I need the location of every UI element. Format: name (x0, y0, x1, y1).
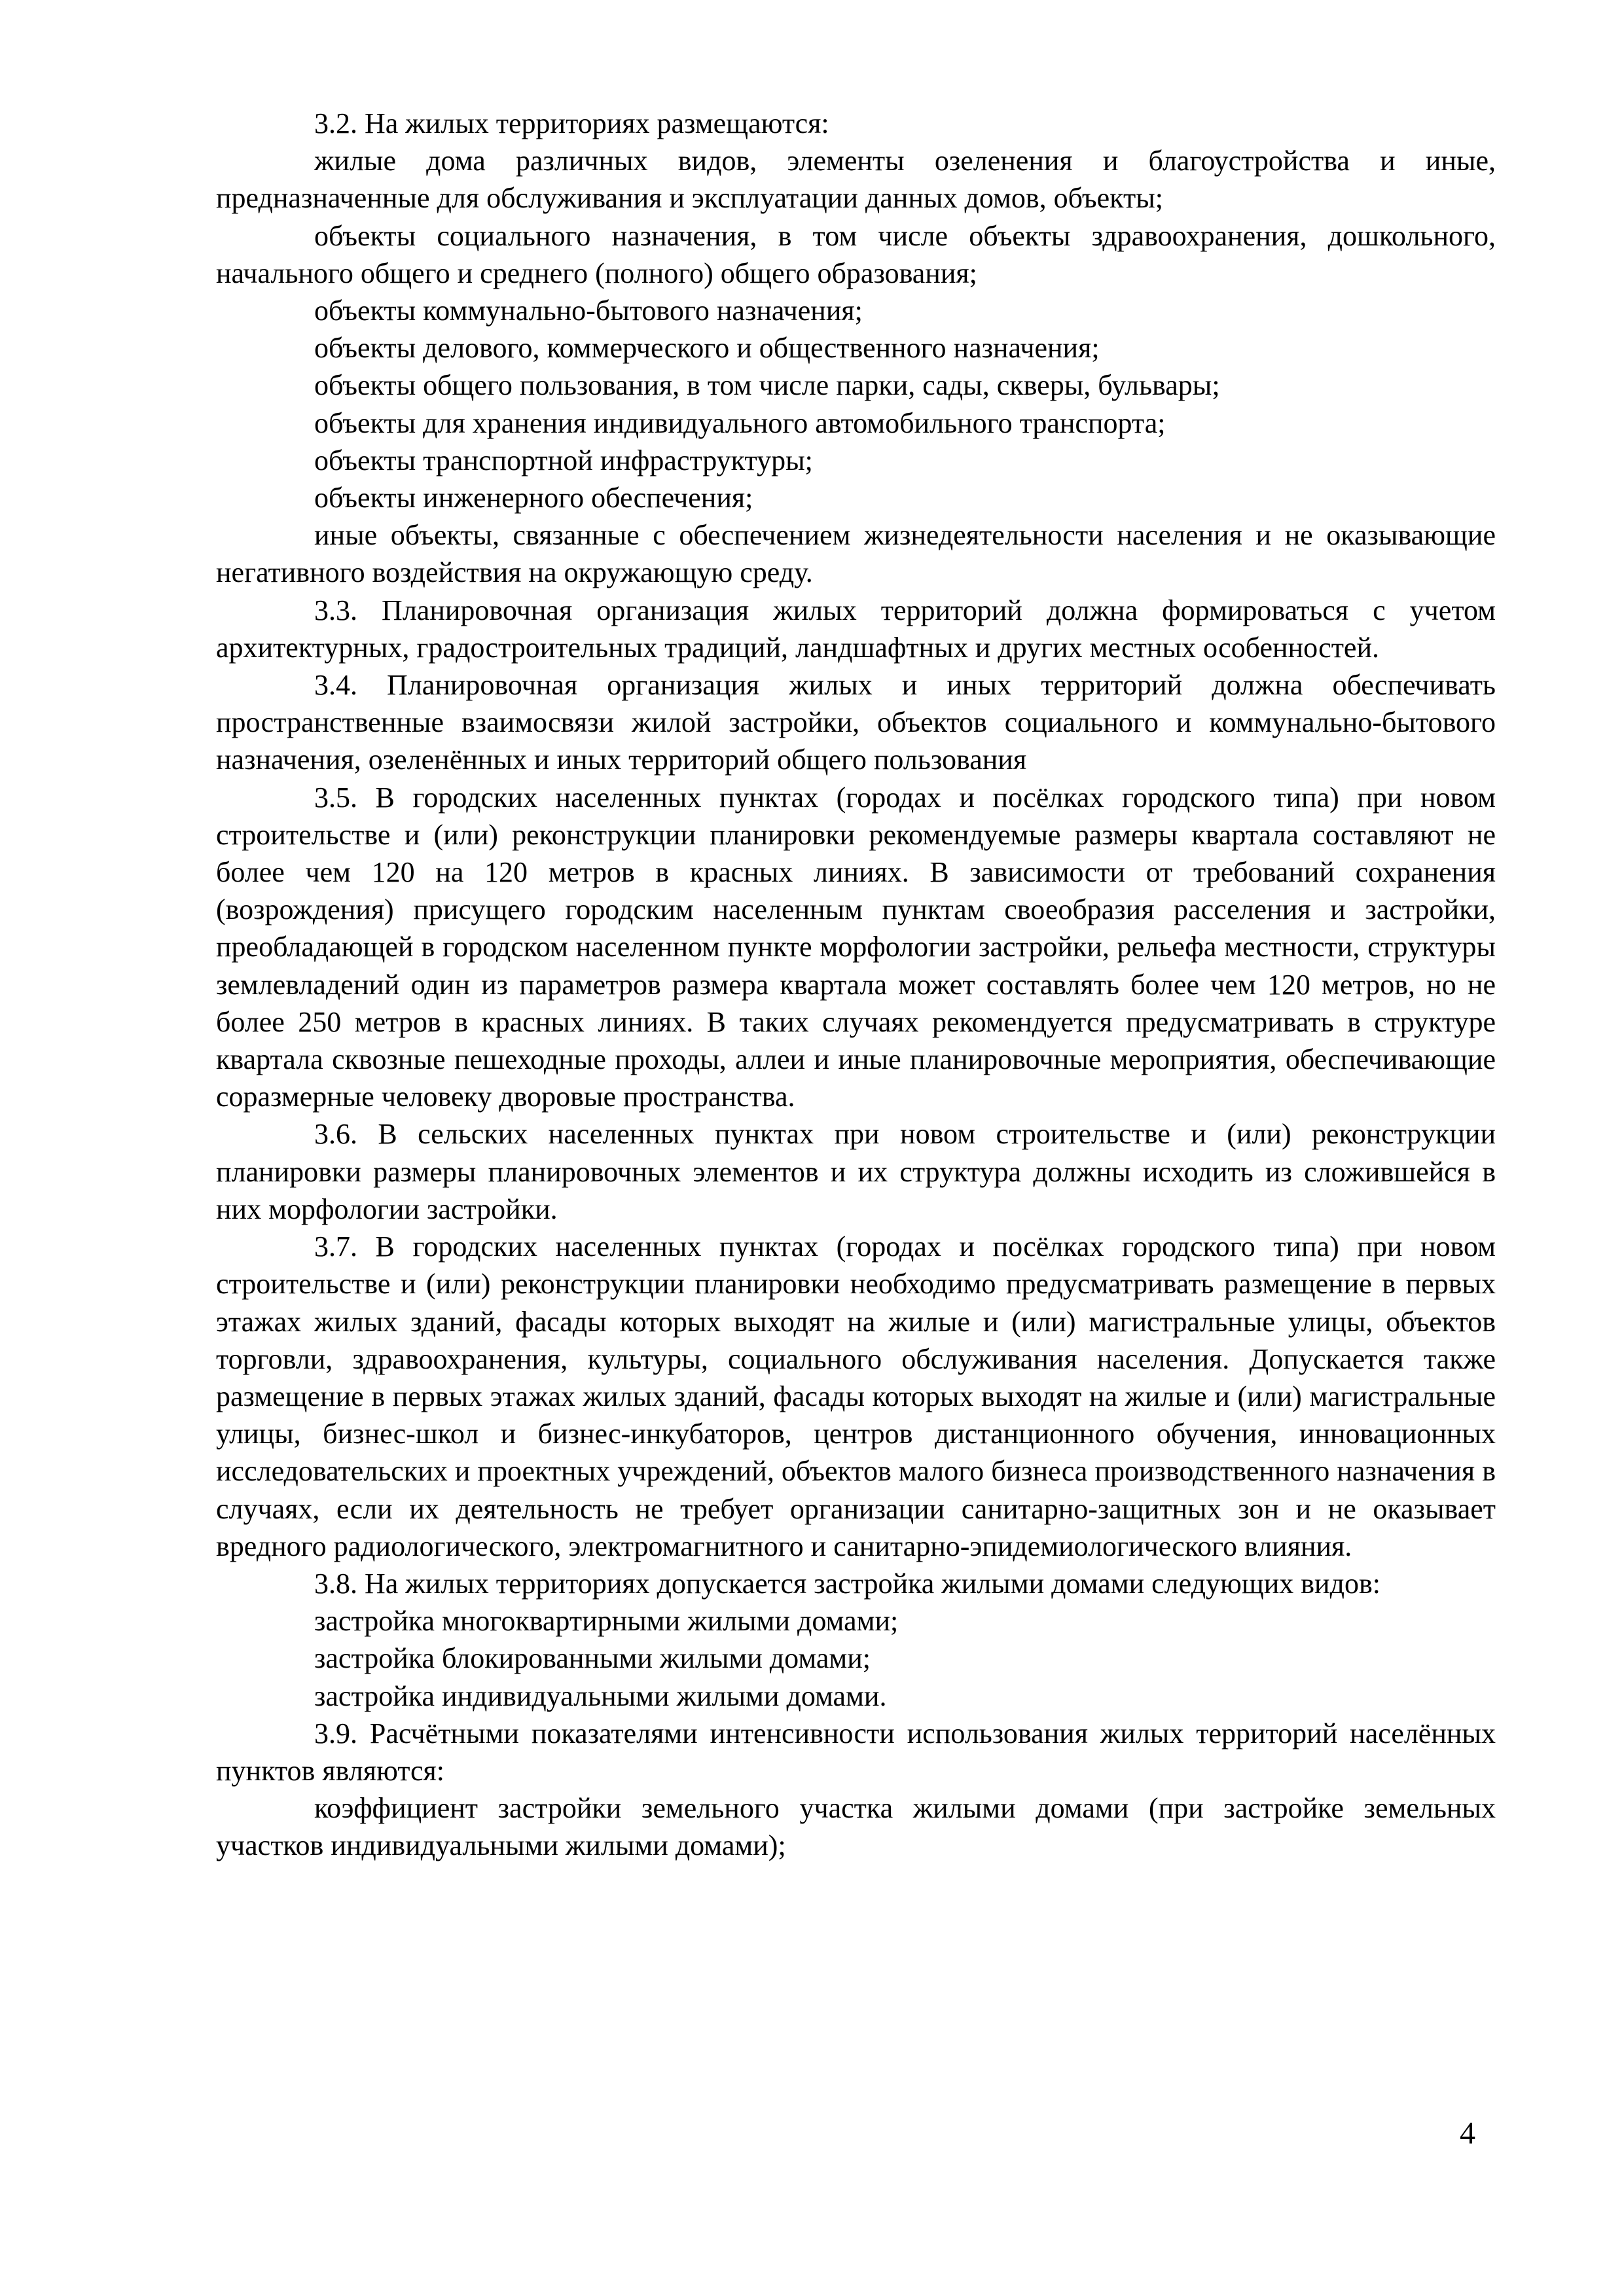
paragraph-3-2-heading: 3.2. На жилых территориях размещаются: (314, 107, 829, 139)
page-number: 4 (1460, 2116, 1475, 2151)
list-item: объекты транспортной инфраструктуры; (314, 444, 813, 476)
list-item: застройка многоквартирными жилыми домами; (314, 1605, 899, 1638)
paragraph-3-7: 3.7. В городских населенных пунктах (городах и посёлках городского типа) при новом строительстве и (или) реконструкции планировки необходимо предусматривать размещение в первых этажах жилых зданий, фасады которых выходят на жилые и (или) магистральные улицы, объектов торговли, здравоохранения, культуры, социального обслуживания населения. Допускается также размещение в первых этажах жилых зданий, фасады которых выходят на жилые и (или) магистральные улицы, бизнес-школ и бизнес-инкубаторов, центров дистанционного обучения, инновационных исследовательских и проектных учреждений, объектов малого бизнеса производственного назначения в случаях, если их деятельность не требует организации санитарно-защитных зон и не оказывает вредного радиологического, электромагнитного и санитарно-эпидемиологического влияния. (216, 1230, 1496, 1562)
paragraph-3-5: 3.5. В городских населенных пунктах (городах и посёлках городского типа) при новом строительстве и (или) реконструкции планировки рекомендуемые размеры квартала составляют не более чем 120 на 120 метров в красных линиях. В зависимости от требований сохранения (возрождения) присущего городским населенным пунктам своеобразия расселения и застройки, преобладающей в городском населенном пункте морфологии застройки, рельефа местности, структуры землевладений один из параметров размера квартала может составлять более чем 120 метров, но не более 250 метров в красных линиях. В таких случаях рекомендуется предусматривать в структуре квартала сквозные пешеходные проходы, аллеи и иные планировочные мероприятия, обеспечивающие соразмерные человеку дворовые пространства. (216, 781, 1496, 1113)
list-item: объекты делового, коммерческого и общественного назначения; (314, 332, 1100, 365)
paragraph-3-4: 3.4. Планировочная организация жилых и иных территорий должна обеспечивать пространственные взаимосвязи жилой застройки, объектов социального и коммунально-бытового назначения, озеленённых и иных территорий общего пользования (216, 669, 1496, 776)
list-item: объекты социального назначения, в том числе объекты здравоохранения, дошкольного, начального общего и среднего (полного) общего образования; (216, 219, 1496, 289)
list-item: застройка индивидуальными жилыми домами. (314, 1679, 887, 1712)
list-item: застройка блокированными жилыми домами; (314, 1642, 871, 1675)
list-item: жилые дома различных видов, элементы озеленения и благоустройства и иные, предназначенные для обслуживания и эксплуатации данных домов, объекты; (216, 145, 1496, 215)
paragraph-3-6: 3.6. В сельских населенных пунктах при новом строительстве и (или) реконструкции планировки размеры планировочных элементов и их структура должны исходить из сложившейся в них морфологии застройки. (216, 1118, 1496, 1225)
list-item: иные объекты, связанные с обеспечением жизнедеятельности населения и не оказывающие негативного воздействия на окружающую среду. (216, 519, 1496, 589)
list-item: объекты общего пользования, в том числе парки, сады, скверы, бульвары; (314, 369, 1220, 402)
list-item: коэффициент застройки земельного участка жилыми домами (при застройке земельных участков индивидуальными жилыми домами); (216, 1792, 1496, 1862)
paragraph-3-8: 3.8. На жилых территориях допускается застройка жилыми домами следующих видов: (314, 1567, 1380, 1600)
paragraph-3-3: 3.3. Планировочная организация жилых территорий должна формироваться с учетом архитектурных, градостроительных традиций, ландшафтных и других местных особенностей. (216, 594, 1496, 664)
list-item: объекты инженерного обеспечения; (314, 482, 753, 514)
list-item: объекты коммунально-бытового назначения; (314, 295, 863, 327)
paragraph-3-9: 3.9. Расчётными показателями интенсивности использования жилых территорий населённых пунктов являются: (216, 1717, 1496, 1787)
document-page (216, 105, 1496, 1865)
list-item: объекты для хранения индивидуального автомобильного транспорта; (314, 406, 1166, 439)
